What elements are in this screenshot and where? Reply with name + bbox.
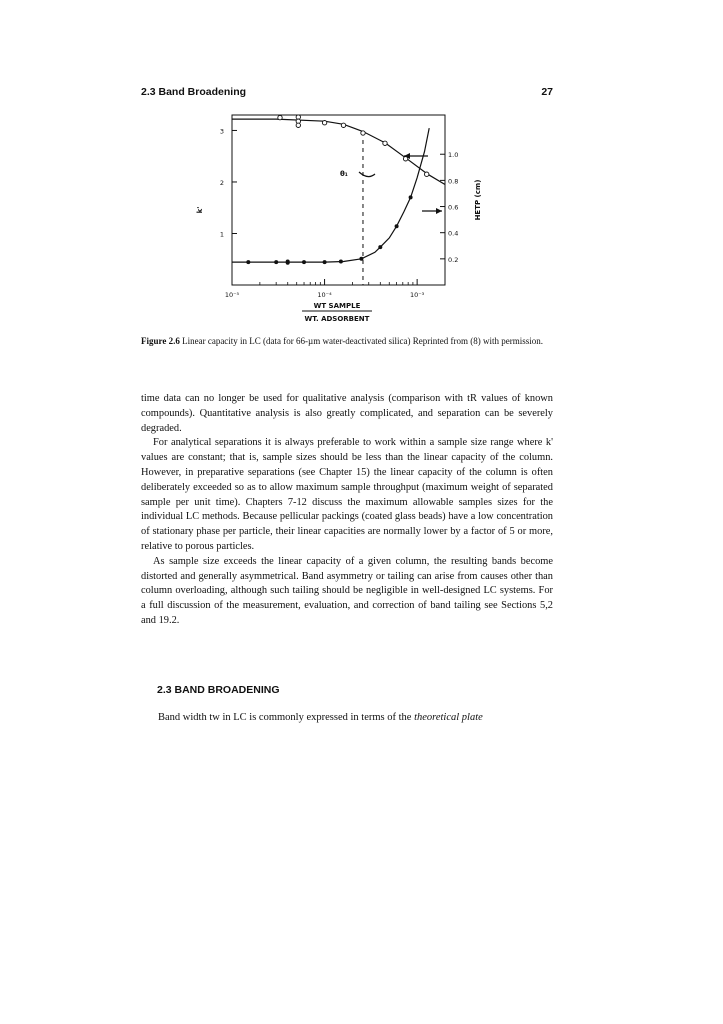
chart: [190, 100, 490, 330]
x-tick-label: 10⁻⁴: [317, 291, 332, 299]
hetp-point: [246, 260, 250, 264]
hetp-point: [274, 260, 278, 264]
hetp-point: [302, 260, 306, 264]
plot-frame: [232, 115, 445, 285]
caption-label: Figure 2.6: [141, 336, 180, 346]
y-right-tick-label: 1.0: [448, 151, 459, 160]
y-left-tick-label: 2: [219, 178, 224, 187]
y-left-tick-label: 1: [219, 230, 224, 239]
series-kprime-line: [232, 119, 445, 184]
chart-ticks: [220, 127, 458, 299]
paragraph-4-italic: theoretical plate: [414, 712, 483, 723]
figure-linear-capacity: [190, 100, 490, 330]
hetp-point: [286, 260, 290, 264]
kprime-point: [341, 123, 345, 127]
kprime-point: [296, 123, 300, 127]
y-right-tick-label: 0.4: [448, 229, 459, 238]
y-right-tick-label: 0.8: [448, 177, 459, 186]
theta-label: θ₁: [340, 170, 348, 178]
x-tick-label: 10⁻⁵: [224, 291, 240, 299]
kprime-point: [278, 115, 282, 119]
paragraph-1: time data can no longer be used for qualitative analysis (comparison with tR values of known compounds). Quantitative analysis is also greatly complicated, and separation can be severely degraded.: [141, 393, 553, 434]
arrow-hetp-head: [436, 208, 442, 214]
paragraph-3: As sample size exceeds the linear capacity of a given column, the resulting bands become distorted and generally asymmetrical. Band asymmetry or tailing can arise from causes other than column overloading, although such tailing should be negligible in well-designed LC systems. For a full discussion of the measurement, evaluation, and correction of band tailing see Sections 5,2 and 19.2.: [141, 555, 553, 626]
kprime-point: [322, 121, 326, 125]
running-head-section: 2.3 Band Broadening: [141, 86, 247, 98]
kprime-point: [361, 131, 365, 135]
x-tick-label: 10⁻³: [409, 291, 425, 299]
x-axis-label-bottom: WT. ADSORBENT: [304, 315, 370, 323]
hetp-point: [339, 260, 343, 264]
chart-lines: [232, 119, 445, 285]
hetp-point: [395, 224, 399, 228]
section-heading: 2.3 BAND BROADENING: [157, 684, 280, 696]
y-left-tick-label: 3: [219, 127, 224, 136]
paragraph-4-text: Band width tw in LC is commonly expressed in terms of the: [158, 712, 415, 723]
y-axis-label-left: k': [196, 206, 204, 214]
paragraph-4: [158, 712, 558, 723]
y-right-tick-label: 0.2: [448, 255, 459, 264]
figure-caption: [141, 335, 553, 348]
paragraph-2: For analytical separations it is always preferable to work within a sample size range where k' values are constant; that is, sample sizes should be less than the linear capacity of the column. However, in preparative separations (see Chapter 15) the linear capacity of the column is often deliberately exceeded so as to allow maximum sample throughput (maximum weight of separated sample per unit time). Chapters 7-12 discuss the maximum allowable samples sizes for the individual LC methods. Because pellicular packings (coated glass beads) have a low concentration of stationary phase per particle, their linear capacities are normally lower by a factor of 5 or more, relative to porous particles.: [141, 437, 553, 552]
theta-curve: [359, 172, 375, 177]
caption-text: Linear capacity in LC (data for 66-µm water-deactivated silica) Reprinted from (8) with permission.: [179, 336, 543, 346]
x-axis-label-top: WT SAMPLE: [313, 302, 361, 310]
kprime-point: [425, 172, 429, 176]
series-hetp-line: [232, 128, 429, 262]
page-number: 27: [541, 86, 553, 98]
hetp-point: [378, 245, 382, 249]
y-right-tick-label: 0.6: [448, 203, 459, 212]
body-text: [141, 392, 553, 629]
hetp-point: [409, 195, 413, 199]
hetp-point: [323, 260, 327, 264]
y-axis-label-right: HETP (cm): [474, 179, 482, 221]
chart-points: [246, 115, 429, 265]
hetp-point: [359, 257, 363, 261]
kprime-point: [383, 141, 387, 145]
